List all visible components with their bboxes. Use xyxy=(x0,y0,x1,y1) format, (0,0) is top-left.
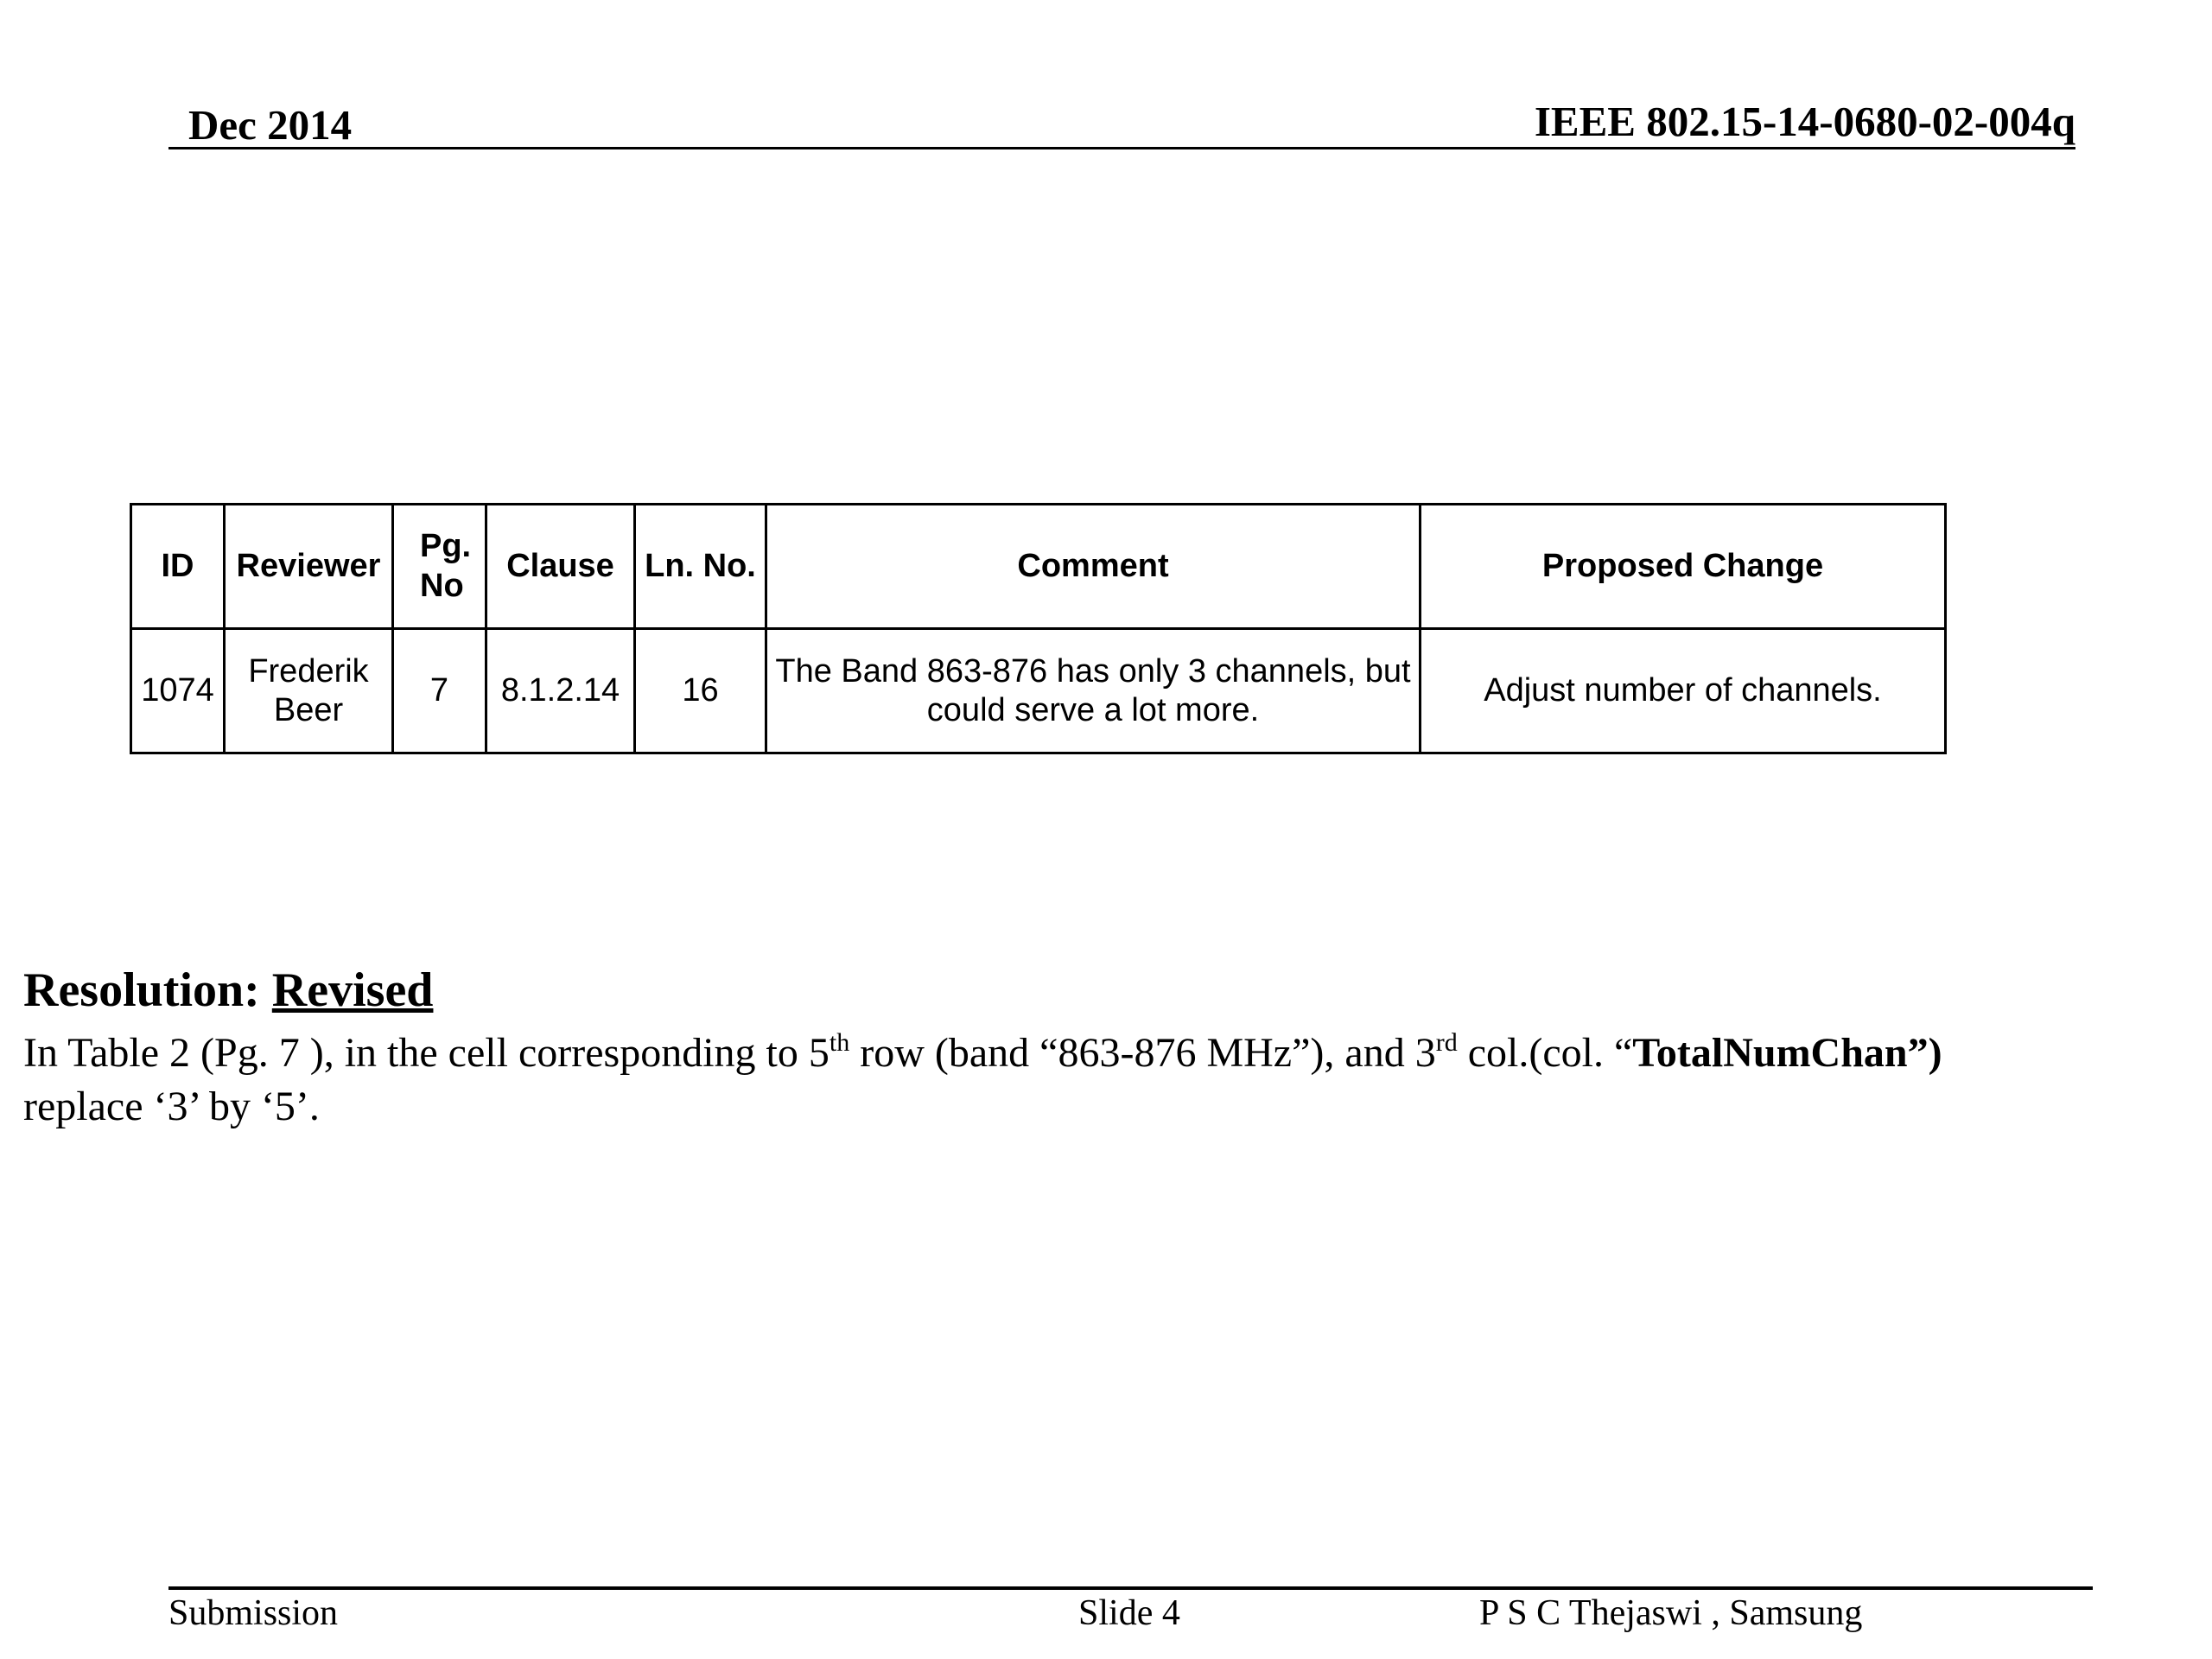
resolution-text-part: row (band “863-876 MHz”), and 3 xyxy=(849,1030,1436,1076)
cell-comment: The Band 863-876 has only 3 channels, but could serve a lot more. xyxy=(766,629,1421,753)
cell-page: 7 xyxy=(393,629,486,753)
resolution-heading xyxy=(23,963,434,1017)
cell-line: 16 xyxy=(635,629,766,753)
footer-slide-number: Slide 4 xyxy=(1078,1593,1180,1633)
header-rule xyxy=(168,147,2075,149)
col-header-line: Ln. No. xyxy=(635,505,766,629)
col-header-reviewer: Reviewer xyxy=(225,505,393,629)
ordinal-suffix: rd xyxy=(1435,1028,1458,1057)
col-header-page: Pg. No xyxy=(393,505,486,629)
resolution-text-part: col.(col. “ xyxy=(1457,1030,1633,1076)
col-header-id: ID xyxy=(131,505,225,629)
table-header-row xyxy=(131,505,1946,629)
col-header-clause: Clause xyxy=(486,505,635,629)
cell-reviewer: Frederik Beer xyxy=(225,629,393,753)
ordinal-suffix: th xyxy=(829,1028,850,1057)
footer-author: P S C Thejaswi , Samsung xyxy=(1479,1593,1863,1633)
footer-submission: Submission xyxy=(168,1593,339,1633)
resolution-status: Revised xyxy=(271,963,434,1017)
table-row xyxy=(131,629,1946,753)
cell-id: 1074 xyxy=(131,629,225,753)
column-name: TotalNumChan”) xyxy=(1632,1030,1942,1076)
header-date: Dec 2014 xyxy=(188,101,353,149)
cell-clause: 8.1.2.14 xyxy=(486,629,635,753)
resolution-label: Resolution: xyxy=(23,963,260,1017)
resolution-text-part: replace ‘3’ by ‘5’. xyxy=(23,1084,320,1129)
resolution-text-part: In Table 2 (Pg. 7 ), in the cell corresponding to 5 xyxy=(23,1030,830,1076)
resolution-text xyxy=(23,1027,2183,1134)
header-doc-id: IEEE 802.15-14-0680-02-004q xyxy=(1534,98,2075,145)
cell-proposed-change: Adjust number of channels. xyxy=(1421,629,1946,753)
comment-table xyxy=(130,503,1947,754)
col-header-proposed-change: Proposed Change xyxy=(1421,505,1946,629)
footer-rule xyxy=(168,1586,2093,1590)
col-header-comment: Comment xyxy=(766,505,1421,629)
